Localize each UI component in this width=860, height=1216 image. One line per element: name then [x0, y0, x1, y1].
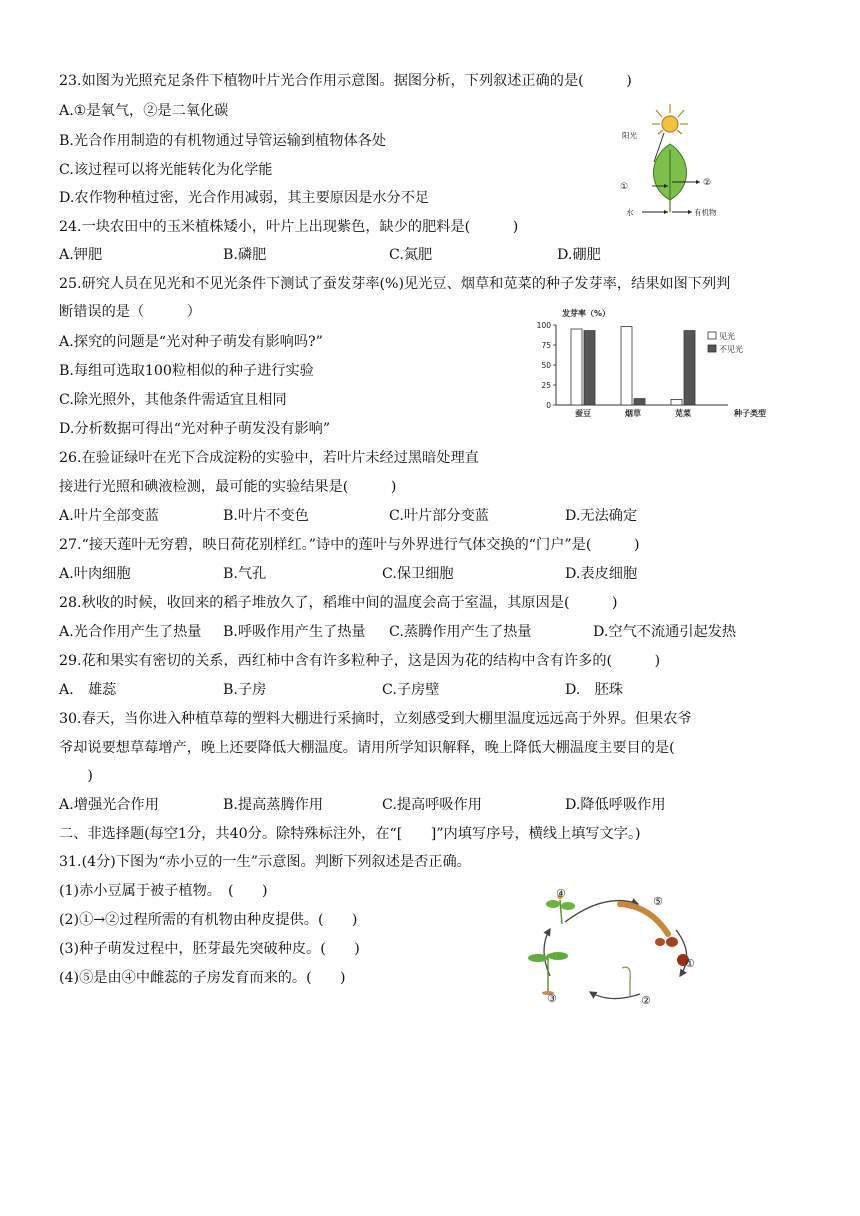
- sun-label: 阳光: [622, 131, 637, 140]
- bar-light: [571, 329, 582, 405]
- q27-option-c: C.保卫细胞: [382, 566, 454, 582]
- bar-dark: [634, 399, 645, 405]
- q25-stem-line1: 25.研究人员在见光和不见光条件下测试了蚕发芽率(%)见光豆、烟草和苋菜的种子发芽率，结果如图下列判: [59, 276, 731, 292]
- water-label: 水: [626, 208, 634, 217]
- germination-bar-chart: [530, 304, 780, 424]
- q29-option-c: C.子房壁: [382, 682, 440, 698]
- q27-option-d: D.表皮细胞: [565, 566, 638, 582]
- section2-heading: 二、非选择题(每空1分，共40分。除特殊标注外，在“[ ]”内填写序号，横线上填写文字。): [59, 826, 641, 842]
- q29-option-b: B.子房: [223, 682, 267, 698]
- q28-option-c: C.蒸腾作用产生了热量: [389, 624, 532, 640]
- y-tick-label: 75: [541, 341, 551, 350]
- q30-option-a: A.增强光合作用: [59, 797, 159, 813]
- q31-item-1: (1)赤小豆属于被子植物。 ( ): [59, 883, 268, 899]
- germinating-seed-icon: [622, 967, 630, 996]
- q26-stem-line2: 接进行光照和碘液检测，最可能的实验结果是( ): [59, 479, 397, 495]
- lifecycle-mark-2: ②: [641, 994, 651, 1004]
- q29-option-d: D. 胚珠: [565, 682, 623, 698]
- q28-option-a: A.光合作用产生了热量: [59, 624, 202, 640]
- y-tick-label: 100: [536, 321, 551, 330]
- x-category-label: 蚕豆: [575, 409, 591, 418]
- q31-item-2: (2)①→②过程所需的有机物由种皮提供。( ): [59, 912, 358, 928]
- q28-option-b: B.呼吸作用产生了热量: [223, 624, 366, 640]
- mark-1: ①: [620, 182, 629, 192]
- organic-label: 有机物: [694, 208, 717, 217]
- x-category-label: 烟草: [625, 409, 641, 418]
- photosynthesis-leaf-figure: [612, 100, 732, 220]
- q27-option-b: B.气孔: [223, 566, 267, 582]
- adzuki-bean-lifecycle-figure: [520, 884, 710, 1004]
- q24-option-d: D.硼肥: [557, 247, 601, 263]
- q30-option-b: B.提高蒸腾作用: [223, 797, 324, 813]
- q23-option-c: C.该过程可以将光能转化为化学能: [59, 162, 273, 178]
- q25-stem-line2: 断错误的是（ ）: [59, 304, 201, 320]
- seedling-icon: [528, 952, 568, 995]
- q31-item-3: (3)种子萌发过程中，胚芽最先突破种皮。( ): [59, 941, 360, 957]
- q31-item-4: (4)⑤是由④中雌蕊的子房发育而来的。( ): [59, 970, 346, 986]
- q26-option-c: C.叶片部分变蓝: [389, 508, 489, 524]
- q26-option-b: B.叶片不变色: [223, 508, 309, 524]
- q30-option-c: C.提高呼吸作用: [382, 797, 482, 813]
- mark-2: ②: [703, 178, 712, 188]
- lifecycle-mark-5: ⑤: [653, 895, 663, 908]
- legend-dark: 不见光: [719, 345, 743, 354]
- q26-option-a: A.叶片全部变蓝: [59, 508, 159, 524]
- q24-stem: 24.一块农田中的玉米植株矮小，叶片上出现紫色，缺少的肥料是( ): [59, 219, 519, 235]
- q29-option-a: A. 雄蕊: [59, 682, 117, 698]
- chart-xlabel: 种子类型: [734, 409, 766, 418]
- chart-legend: [708, 331, 743, 354]
- legend-swatch-dark: [708, 345, 716, 352]
- lifecycle-mark-1: ①: [685, 957, 695, 970]
- q31-stem: 31.(4分)下图为“赤小豆的一生”示意图。判断下列叙述是否正确。: [59, 854, 471, 870]
- q28-stem: 28.秋收的时候，收回来的稻子堆放久了，稻堆中间的温度会高于室温，其原因是( ): [59, 595, 618, 611]
- q25-option-c: C.除光照外，其他条件需适宜且相同: [59, 392, 287, 408]
- lifecycle-mark-4: ④: [556, 887, 566, 900]
- legend-light: 见光: [719, 332, 735, 341]
- q23-option-d: D.农作物种植过密，光合作用减弱，其主要原因是水分不足: [59, 190, 430, 206]
- bean-pods-icon: [620, 904, 678, 947]
- q30-stem-line2: 爷却说要想草莓增产，晚上还要降低大棚温度。请用所学知识解释，晚上降低大棚温度主要目的是(: [59, 740, 675, 756]
- q24-option-b: B.磷肥: [223, 247, 267, 263]
- q23-option-b: B.光合作用制造的有机物通过导管运输到植物体各处: [59, 133, 387, 149]
- q28-option-d: D.空气不流通引起发热: [593, 624, 737, 640]
- y-tick-label: 25: [541, 381, 551, 390]
- q23-stem: 23.如图为光照充足条件下植物叶片光合作用示意图。据图分析，下列叙述正确的是( ): [59, 73, 632, 89]
- q29-stem: 29.花和果实有密切的关系，西红柿中含有许多粒种子，这是因为花的结构中含有许多的( ): [59, 653, 661, 669]
- q25-option-d: D.分析数据可得出“光对种子萌发没有影响”: [59, 421, 331, 437]
- q30-stem-line1: 30.春天，当你进入种植草莓的塑料大棚进行采摘时，立刻感受到大棚里温度远远高于外界。但果农爷: [59, 711, 692, 727]
- bar-light: [671, 399, 682, 405]
- q25-option-a: A.探究的问题是“光对种子萌发有影响吗?”: [59, 334, 323, 350]
- q27-option-a: A.叶肉细胞: [59, 566, 131, 582]
- y-tick-label: 0: [546, 401, 551, 410]
- q24-option-a: A.钾肥: [59, 247, 103, 263]
- q27-stem: 27.“接天莲叶无穷碧，映日荷花别样红。”诗中的莲叶与外界进行气体交换的“门户”是( ): [59, 537, 640, 553]
- q25-option-b: B.每组可选取100粒相似的种子进行实验: [59, 363, 314, 379]
- q30-option-d: D.降低呼吸作用: [565, 797, 666, 813]
- sun-icon: [652, 104, 688, 134]
- q23-option-a: A.①是氧气，②是二氧化碳: [59, 103, 229, 119]
- bar-dark: [584, 331, 595, 405]
- x-category-label: 苋菜: [675, 409, 691, 418]
- lifecycle-mark-3: ③: [547, 992, 557, 1004]
- bar-dark: [684, 331, 695, 405]
- y-tick-label: 50: [541, 361, 551, 370]
- q26-stem-line1: 26.在验证绿叶在光下合成淀粉的实验中，若叶片未经过黑暗处理直: [59, 450, 479, 466]
- q24-option-c: C.氮肥: [389, 247, 433, 263]
- q30-stem-line3: ): [59, 768, 93, 784]
- chart-ylabel: 发芽率（%）: [562, 309, 611, 318]
- legend-swatch-light: [708, 332, 716, 339]
- bar-light: [621, 327, 632, 405]
- q26-option-d: D.无法确定: [565, 508, 638, 524]
